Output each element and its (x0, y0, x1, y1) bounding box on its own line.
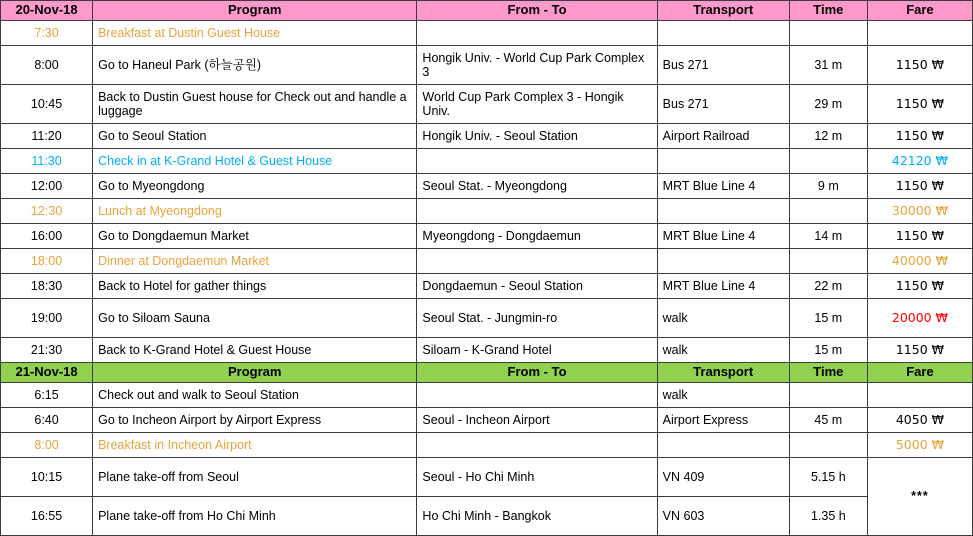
row-fromto (417, 382, 657, 407)
row-duration (789, 198, 867, 223)
row-time-col: 10:45 (1, 84, 93, 123)
row-fare: 4050 ₩ (867, 407, 972, 432)
row-duration: 31 m (789, 45, 867, 84)
row-time-col: 12:00 (1, 173, 93, 198)
row-duration: 29 m (789, 84, 867, 123)
row-program: Lunch at Myeongdong (93, 198, 417, 223)
day2-transport-header: Transport (657, 362, 789, 382)
table-row (1, 248, 973, 273)
day2-header-row (1, 362, 973, 382)
table-row (1, 432, 973, 457)
row-fare: 20000 ₩ (867, 298, 972, 337)
table-row (1, 173, 973, 198)
table-row (1, 198, 973, 223)
row-duration: 22 m (789, 273, 867, 298)
row-fare (867, 382, 972, 407)
row-program: Check in at K-Grand Hotel & Guest House (93, 148, 417, 173)
day1-program-header: Program (93, 1, 417, 21)
row-fare: 1150 ₩ (867, 45, 972, 84)
row-time-col: 11:30 (1, 148, 93, 173)
row-fare (867, 20, 972, 45)
row-fromto (417, 248, 657, 273)
row-fromto: World Cup Park Complex 3 - Hongik Univ. (417, 84, 657, 123)
row-transport: MRT Blue Line 4 (657, 173, 789, 198)
row-transport: Airport Railroad (657, 123, 789, 148)
row-program: Go to Seoul Station (93, 123, 417, 148)
row-fromto: Ho Chi Minh - Bangkok (417, 496, 657, 535)
row-transport: walk (657, 382, 789, 407)
row-time-col: 16:00 (1, 223, 93, 248)
row-program: Plane take-off from Ho Chi Minh (93, 496, 417, 535)
row-transport: VN 603 (657, 496, 789, 535)
row-fare: *** (867, 457, 972, 535)
row-fare: 1150 ₩ (867, 337, 972, 362)
row-fare: 42120 ₩ (867, 148, 972, 173)
row-time-col: 6:15 (1, 382, 93, 407)
row-fare: 30000 ₩ (867, 198, 972, 223)
row-transport (657, 20, 789, 45)
row-time-col: 18:00 (1, 248, 93, 273)
row-fromto: Seoul - Incheon Airport (417, 407, 657, 432)
row-duration: 1.35 h (789, 496, 867, 535)
row-fromto (417, 20, 657, 45)
row-program: Breakfast in Incheon Airport (93, 432, 417, 457)
row-fare: 1150 ₩ (867, 173, 972, 198)
row-fare: 5000 ₩ (867, 432, 972, 457)
row-transport (657, 432, 789, 457)
row-fare: 1150 ₩ (867, 84, 972, 123)
row-fare: 40000 ₩ (867, 248, 972, 273)
table-row (1, 148, 973, 173)
row-duration: 15 m (789, 298, 867, 337)
row-program: Back to Dustin Guest house for Check out and handle a luggage (93, 84, 417, 123)
row-transport (657, 148, 789, 173)
row-time-col: 12:30 (1, 198, 93, 223)
day1-time-header: Time (789, 1, 867, 21)
row-time-col: 7:30 (1, 20, 93, 45)
day2-program-header: Program (93, 362, 417, 382)
table-row (1, 45, 973, 84)
row-time-col: 10:15 (1, 457, 93, 496)
row-fromto: Dongdaemun - Seoul Station (417, 273, 657, 298)
row-program: Back to K-Grand Hotel & Guest House (93, 337, 417, 362)
row-fromto: Seoul - Ho Chi Minh (417, 457, 657, 496)
row-duration: 9 m (789, 173, 867, 198)
row-transport: walk (657, 298, 789, 337)
day2-fare-header: Fare (867, 362, 972, 382)
row-fromto (417, 432, 657, 457)
row-program: Go to Dongdaemun Market (93, 223, 417, 248)
day1-fromto-header: From - To (417, 1, 657, 21)
row-program: Plane take-off from Seoul (93, 457, 417, 496)
row-transport (657, 248, 789, 273)
row-time-col: 18:30 (1, 273, 93, 298)
row-fromto (417, 148, 657, 173)
row-fare: 1150 ₩ (867, 273, 972, 298)
table-row (1, 273, 973, 298)
row-program: Go to Siloam Sauna (93, 298, 417, 337)
table-row (1, 457, 973, 496)
table-row (1, 382, 973, 407)
table-row (1, 20, 973, 45)
row-fare: 1150 ₩ (867, 223, 972, 248)
row-transport: MRT Blue Line 4 (657, 273, 789, 298)
table-row (1, 407, 973, 432)
row-time-col: 21:30 (1, 337, 93, 362)
row-duration (789, 148, 867, 173)
row-fromto: Hongik Univ. - World Cup Park Complex 3 (417, 45, 657, 84)
row-program: Go to Haneul Park (하늘공원) (93, 45, 417, 84)
table-row (1, 223, 973, 248)
row-program: Go to Myeongdong (93, 173, 417, 198)
row-fromto: Hongik Univ. - Seoul Station (417, 123, 657, 148)
row-time-col: 8:00 (1, 45, 93, 84)
row-duration: 15 m (789, 337, 867, 362)
table-row (1, 84, 973, 123)
row-duration: 14 m (789, 223, 867, 248)
row-fromto: Siloam - K-Grand Hotel (417, 337, 657, 362)
row-transport: VN 409 (657, 457, 789, 496)
row-duration: 45 m (789, 407, 867, 432)
row-duration: 12 m (789, 123, 867, 148)
row-duration (789, 20, 867, 45)
row-transport (657, 198, 789, 223)
table-row (1, 298, 973, 337)
row-program: Dinner at Dongdaemun Market (93, 248, 417, 273)
row-time-col: 6:40 (1, 407, 93, 432)
row-transport: Bus 271 (657, 84, 789, 123)
row-fromto: Seoul Stat. - Jungmin-ro (417, 298, 657, 337)
row-time-col: 16:55 (1, 496, 93, 535)
row-time-col: 19:00 (1, 298, 93, 337)
row-time-col: 11:20 (1, 123, 93, 148)
row-transport: Airport Express (657, 407, 789, 432)
row-program: Back to Hotel for gather things (93, 273, 417, 298)
row-transport: MRT Blue Line 4 (657, 223, 789, 248)
row-fromto (417, 198, 657, 223)
row-program: Check out and walk to Seoul Station (93, 382, 417, 407)
day1-date-header: 20-Nov-18 (1, 1, 93, 21)
row-fromto: Myeongdong - Dongdaemun (417, 223, 657, 248)
day1-header-row (1, 1, 973, 21)
table-row (1, 123, 973, 148)
row-duration: 5.15 h (789, 457, 867, 496)
row-transport: walk (657, 337, 789, 362)
row-transport: Bus 271 (657, 45, 789, 84)
day1-transport-header: Transport (657, 1, 789, 21)
row-time-col: 8:00 (1, 432, 93, 457)
day2-fromto-header: From - To (417, 362, 657, 382)
row-duration (789, 248, 867, 273)
row-fromto: Seoul Stat. - Myeongdong (417, 173, 657, 198)
row-program: Go to Incheon Airport by Airport Express (93, 407, 417, 432)
row-duration (789, 382, 867, 407)
row-duration (789, 432, 867, 457)
table-row (1, 337, 973, 362)
day2-time-header: Time (789, 362, 867, 382)
row-program: Breakfast at Dustin Guest House (93, 20, 417, 45)
row-fare: 1150 ₩ (867, 123, 972, 148)
day2-date-header: 21-Nov-18 (1, 362, 93, 382)
day1-fare-header: Fare (867, 1, 972, 21)
table-row (1, 496, 973, 535)
